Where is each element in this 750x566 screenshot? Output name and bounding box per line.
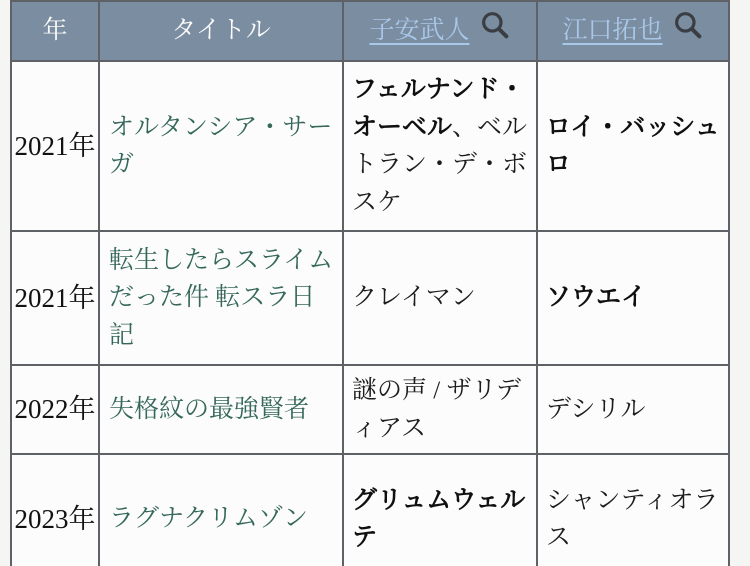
header-cell-title xyxy=(99,1,343,61)
role-name-bold: グリュムウェルテ xyxy=(352,486,526,551)
role-name-bold: ロイ・バッシュロ xyxy=(546,113,720,178)
koyasu-role-cell xyxy=(343,61,537,231)
koyasu-role-cell xyxy=(343,231,537,365)
year-value: 2022年 xyxy=(11,365,99,454)
role-name: クレイマン xyxy=(352,284,476,312)
role-name: 、ベルトラン・デ・ボスケ xyxy=(352,113,528,216)
table-row xyxy=(11,231,729,365)
header-cell-eguchi xyxy=(537,1,729,61)
role-name-bold: フェルナンド・オーベル xyxy=(352,76,525,141)
table-row xyxy=(11,61,729,231)
eguchi-role-cell xyxy=(537,231,729,365)
header-row xyxy=(11,1,729,61)
search-icon[interactable] xyxy=(672,9,704,53)
title-link[interactable]: 転生したらスライムだった件 転スラ日記 xyxy=(109,246,334,349)
koyasu-role-cell xyxy=(343,454,537,566)
title-link[interactable]: オルタンシア・サーガ xyxy=(109,113,333,178)
role-name: デシリル xyxy=(546,395,646,423)
header-cell-koyasu xyxy=(343,1,537,61)
title-link[interactable]: ラグナクリムゾン xyxy=(109,505,309,533)
role-name-bold: ソウエイ xyxy=(546,284,647,312)
actor-link-koyasu[interactable]: 子安武人 xyxy=(369,17,470,45)
actor-link-eguchi[interactable]: 江口拓也 xyxy=(562,17,663,45)
year-value: 2021年 xyxy=(11,61,99,231)
year-column-label: 年 xyxy=(42,17,68,45)
voice-actor-roles-table xyxy=(10,0,730,566)
eguchi-role-cell xyxy=(537,454,729,566)
role-name: 謎の声 / ザリディアス xyxy=(352,377,521,442)
eguchi-role-cell xyxy=(537,61,729,231)
koyasu-role-cell xyxy=(343,365,537,454)
year-value: 2023年 xyxy=(11,454,99,566)
role-name: シャンティオラス xyxy=(546,486,719,551)
title-column-label: タイトル xyxy=(171,17,271,45)
table-row xyxy=(11,365,729,454)
header-cell-year xyxy=(11,1,99,61)
eguchi-role-cell xyxy=(537,365,729,454)
year-value: 2021年 xyxy=(11,231,99,365)
search-icon[interactable] xyxy=(479,9,511,53)
table-row xyxy=(11,454,729,566)
title-link[interactable]: 失格紋の最強賢者 xyxy=(109,395,310,423)
